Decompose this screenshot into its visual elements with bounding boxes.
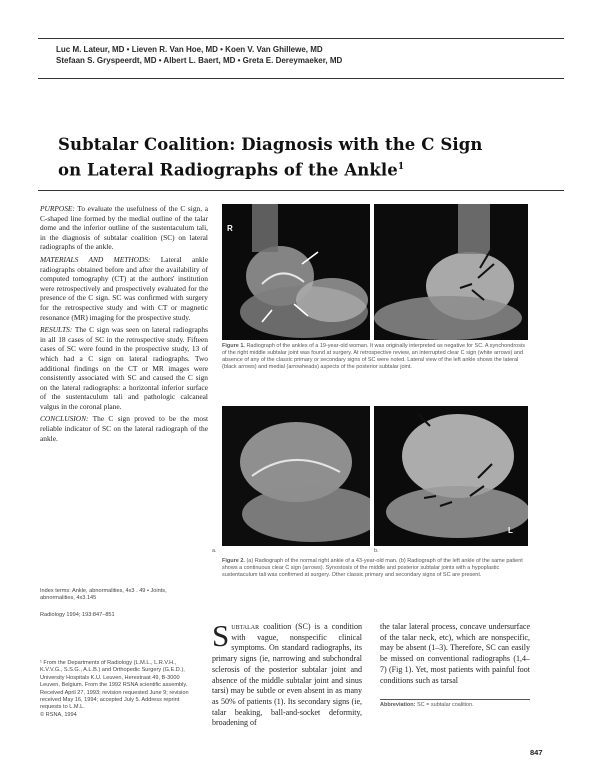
figure2-radiograph-b bbox=[374, 406, 528, 546]
abstract-results: RESULTS: The C sign was seen on lateral radiographs in all 18 cases of SC in the retrospective study. Fifteen cases of SC were found in the prospective study, 13 of which had a C sign on lateral radiographs. Two additional findings on the CT or MR images were consistently associated with SC and caused the C sign on the lateral radiographs: a horizontal inferior surface of the sustentaculum tali and pathologic calcaneal valgus in the coronal plane. bbox=[40, 325, 209, 411]
dropcap: S bbox=[212, 622, 230, 653]
authors-rule bbox=[38, 78, 564, 79]
abstract-conclusion: CONCLUSION: The C sign proved to be the most reliable indicator of SC on the lateral radiograph of the ankle. bbox=[40, 414, 208, 443]
figure2-radiograph-a bbox=[222, 406, 370, 546]
article-title bbox=[58, 134, 528, 182]
author-line-1: Luc M. Lateur, MD • Lieven R. Van Hoe, MD • Koen V. Van Ghillewe, MD bbox=[56, 45, 323, 54]
figure1-radiograph-right bbox=[222, 204, 370, 340]
body-column-1: Subtalar coalition (SC) is a condition with vague, nonspecific clinical symptoms. On standard radiographs, its primary signs (ie, narrowing and subchondral sclerosis of the posterior subtalar joint and absence of the middle subtalar joint and sinus tarsi) may be subtle or even absent in as many as 50% of patients (1). Its secondary signs (ie, talar beaking, ball-and-socket deformity, broadening of bbox=[212, 622, 362, 728]
figure1-left-image bbox=[374, 204, 528, 340]
abbrev-rule bbox=[380, 699, 530, 700]
body-column-2: the talar lateral process, concave undersurface of the talar neck, etc), which are nonspecific, may be absent (1–3). Therefore, SC can easily be missed on conventional radiographs (1,4–7) (Fig 1). Yet, most patients with painful foot conditions such as tarsal bbox=[380, 622, 530, 685]
abstract-purpose: PURPOSE: To evaluate the usefulness of the C sign, a C-shaped line formed by the medial outline of the talar dome and the inferior outline of the sustentaculum tali, in the diagnosis of subtalar coalition (SC) on lateral radiographs of the ankle. bbox=[40, 204, 208, 252]
figure2-label-a: a. bbox=[212, 548, 217, 554]
footnote bbox=[40, 660, 200, 719]
figure1-caption: Figure 1. Radiograph of the ankles of a 19-year-old woman. It was originally interpreted as negative for SC. A synchondrosis of the right middle subtalar joint was found at surgery. At retrospective review, an interrupted clear C sign (white arrows) and absence of any of the classic primary or secondary signs of SC were noted. Lateral view of the left ankle shows the lateral (black arrows) and medial (arrowheads) aspects of the posterior subtalar joint. bbox=[222, 343, 525, 370]
figure1-radiograph-left bbox=[374, 204, 528, 340]
figure2-caption: Figure 2. (a) Radiograph of the normal right ankle of a 43-year-old man. (b) Radiograph of the left ankle of the same patient shows a continuous clear C sign (arrows). Synostosis of the middle and posterior subtalar joints with a hypoplastic sustentaculum tali was confirmed at surgery. Other classic primary and secondary signs of SC are present. bbox=[222, 558, 523, 578]
title-rule bbox=[38, 190, 564, 191]
figure1-label-r: R bbox=[227, 224, 233, 233]
index-terms: Index terms: Ankle, abnormalities, 4x3 . 49 • Joints, abnormalities, 4x3.145 bbox=[40, 588, 167, 602]
figure2-label-l: L bbox=[508, 526, 513, 535]
title-footnote-mark: 1 bbox=[397, 162, 405, 172]
title-line-2: on Lateral Radiographs of the Ankle$^1$ bbox=[58, 160, 405, 180]
abbreviation: Abbreviation: SC = subtalar coalition. bbox=[380, 702, 474, 708]
footnote-text: ¹ From the Departments of Radiology (L.M.L., L.R.V.H., K.V.V.G., S.S.G., A.L.B.) and Orthopedic Surgery (G.E.D.), University Hospitals K.U. Leuven, Herestraat 49, B-3000 Leuven, Belgium. From the 1992 RSNA scientific assembly. Received April 27, 1993; revision requested June 9; revision received May 16, 1994; accepted July 5. Address reprint requests to L.M.L. bbox=[40, 660, 189, 711]
figure2-label-b: b. bbox=[374, 548, 379, 554]
figure2b-image bbox=[374, 406, 528, 546]
abstract bbox=[40, 204, 208, 446]
page-number: 847 bbox=[530, 748, 543, 757]
figure1-right-image bbox=[222, 204, 370, 340]
author-line-2: Stefaan S. Gryspeerdt, MD • Albert L. Baert, MD • Greta E. Dereymaeker, MD bbox=[56, 56, 343, 65]
figure2a-image bbox=[222, 406, 370, 546]
author-list bbox=[56, 44, 526, 66]
top-rule bbox=[38, 38, 564, 39]
copyright: © RSNA, 1994 bbox=[40, 711, 77, 718]
citation: Radiology 1994; 193:847–851 bbox=[40, 612, 115, 618]
title-line-1: Subtalar Coalition: Diagnosis with the C Sign bbox=[58, 135, 483, 154]
abstract-methods: MATERIALS AND METHODS: Lateral ankle radiographs obtained before and after the availability of computed tomography (CT) at the authors' institution were retrospectively and prospectively evaluated for the presence of the C sign. SC was confirmed with surgery for the retrospective study and with CT or magnetic resonance (MR) imaging for the prospective study. bbox=[40, 254, 208, 322]
